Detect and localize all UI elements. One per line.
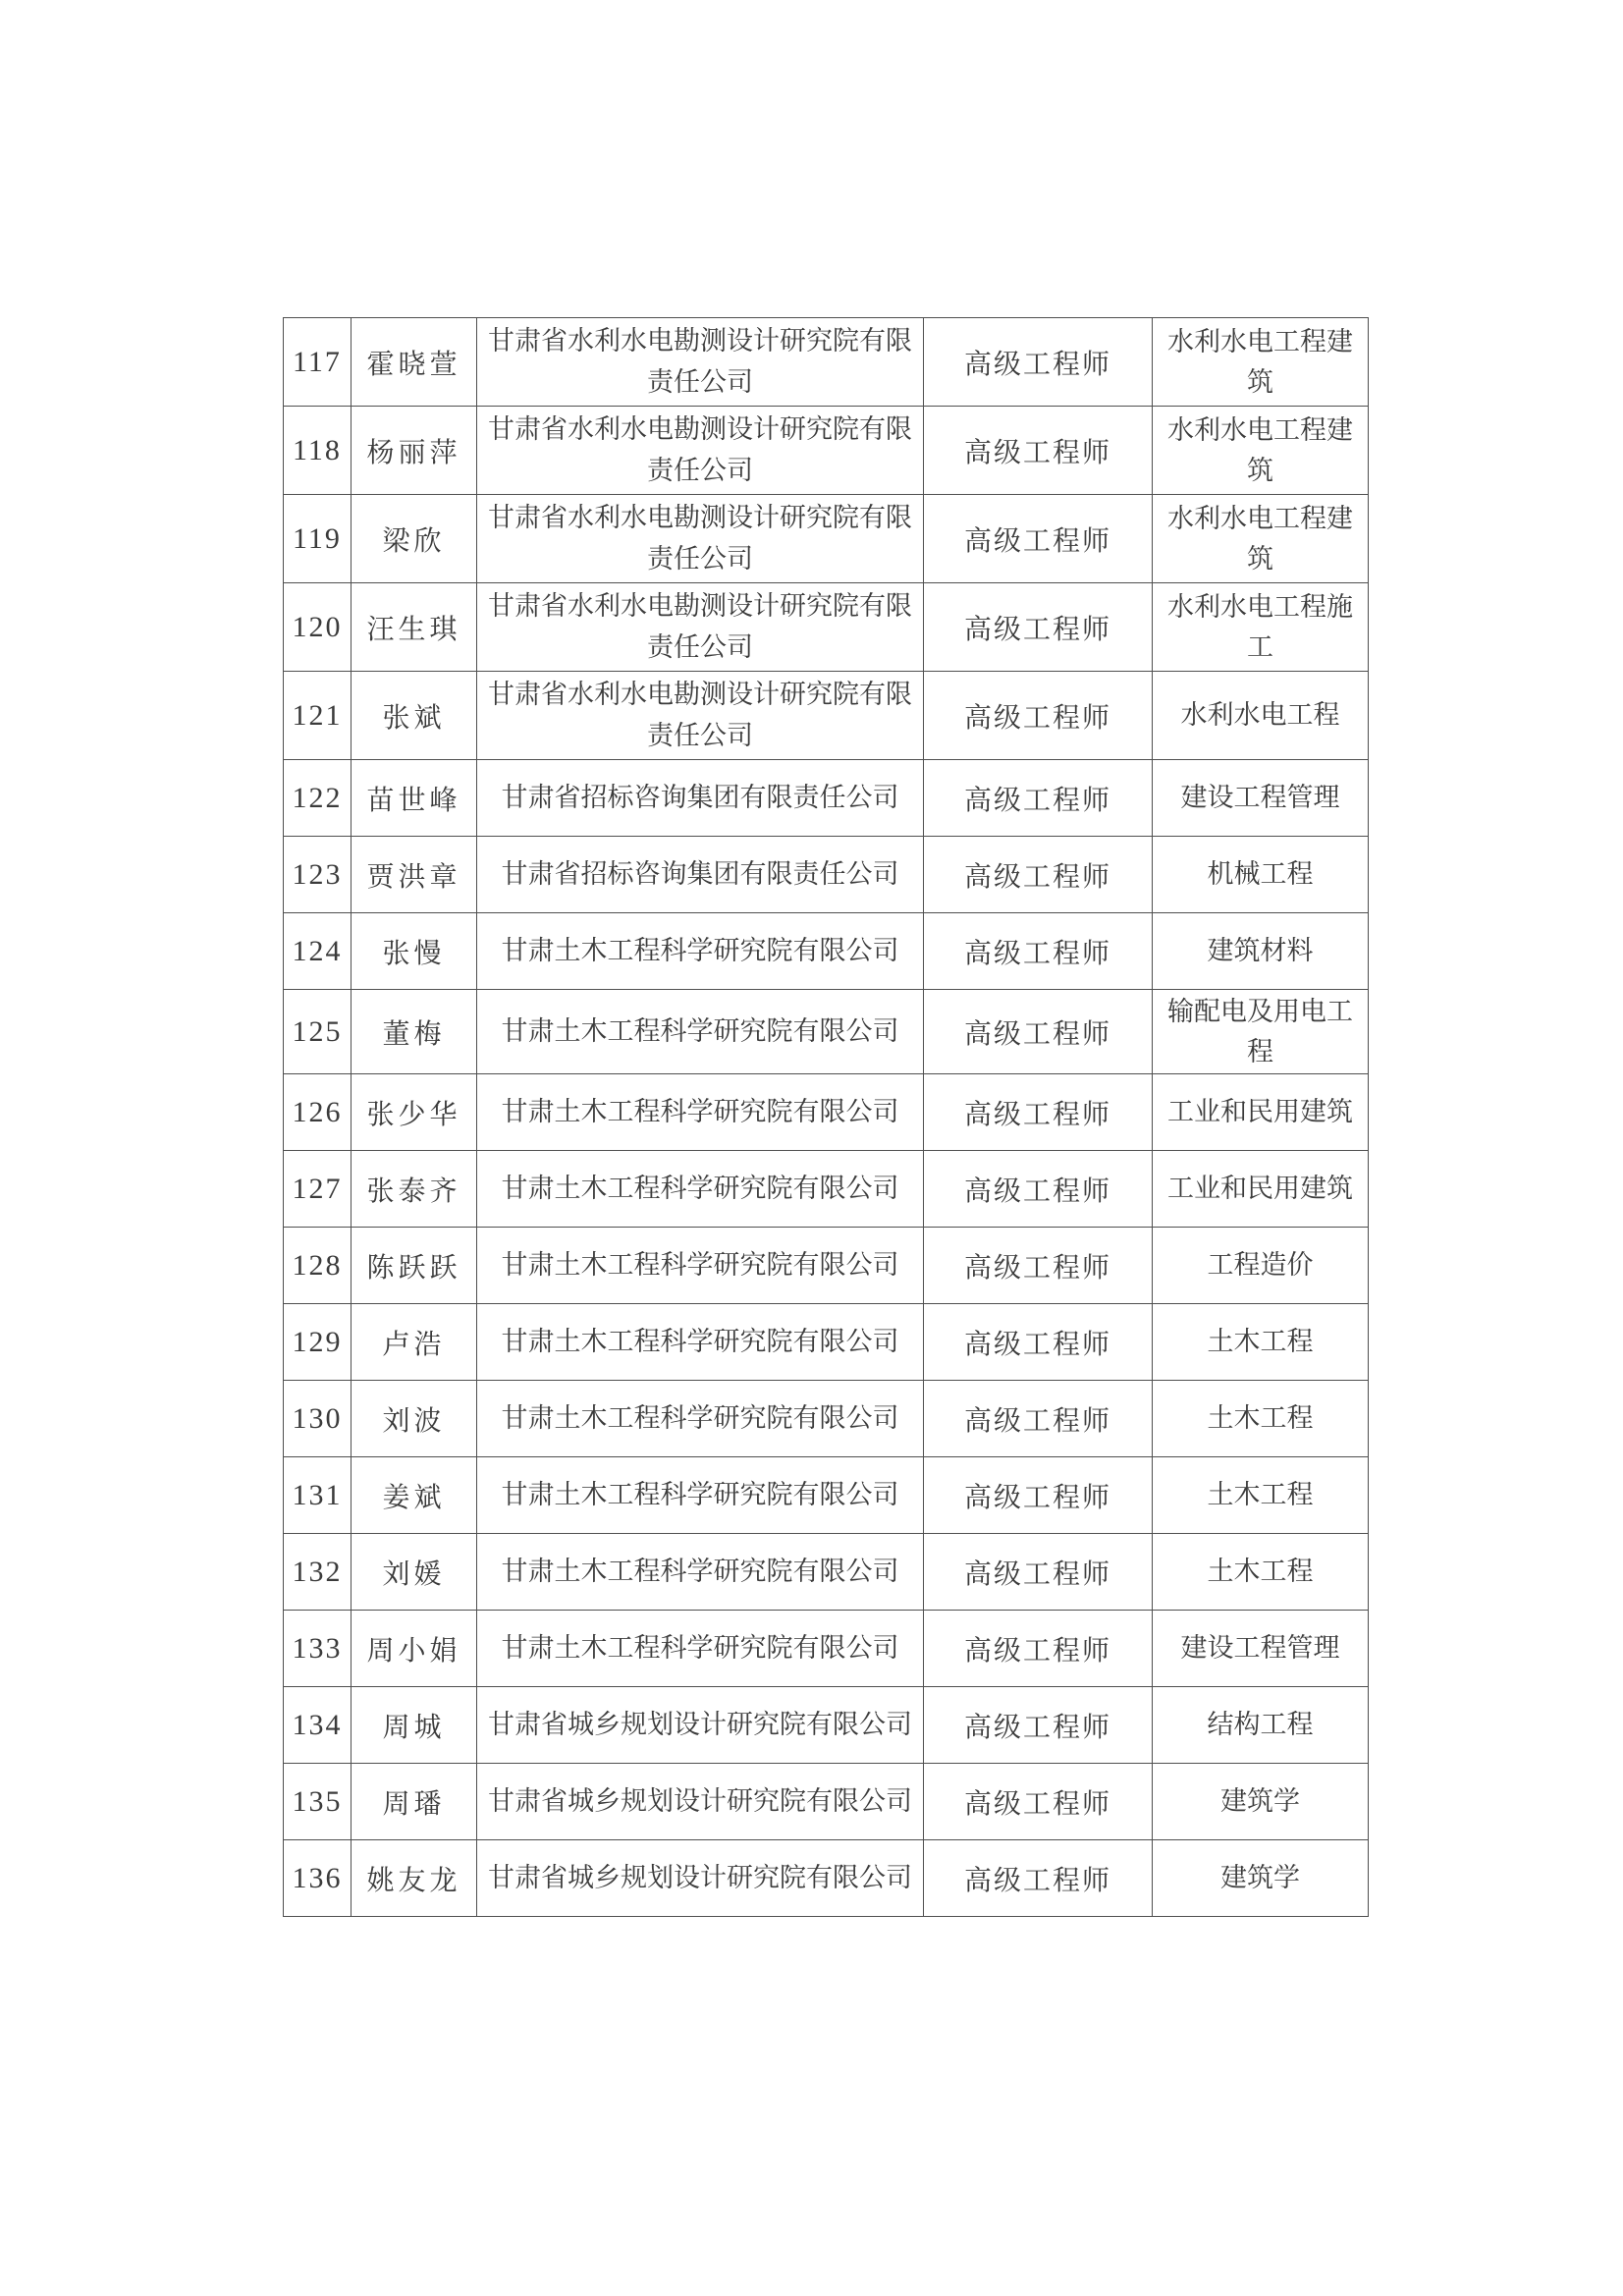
cell-specialty: 建设工程管理 (1153, 760, 1369, 837)
table-row (284, 760, 1369, 837)
table-row (284, 583, 1369, 672)
cell-company: 甘肃土木工程科学研究院有限公司 (477, 1228, 924, 1304)
cell-no: 135 (284, 1764, 352, 1840)
cell-name: 张少华 (352, 1074, 477, 1151)
cell-no: 117 (284, 318, 352, 407)
cell-name: 周城 (352, 1687, 477, 1764)
table-row (284, 1840, 1369, 1917)
cell-no: 133 (284, 1611, 352, 1687)
cell-no: 119 (284, 495, 352, 583)
cell-company: 甘肃土木工程科学研究院有限公司 (477, 913, 924, 990)
cell-title: 高级工程师 (924, 837, 1153, 913)
table-row (284, 1304, 1369, 1381)
cell-specialty: 土木工程 (1153, 1304, 1369, 1381)
cell-specialty: 输配电及用电工程 (1153, 990, 1369, 1074)
cell-company: 甘肃土木工程科学研究院有限公司 (477, 1381, 924, 1457)
cell-company: 甘肃省水利水电勘测设计研究院有限责任公司 (477, 495, 924, 583)
cell-specialty: 水利水电工程施工 (1153, 583, 1369, 672)
cell-company: 甘肃省水利水电勘测设计研究院有限责任公司 (477, 407, 924, 495)
table-row (284, 407, 1369, 495)
cell-specialty: 结构工程 (1153, 1687, 1369, 1764)
cell-name: 刘媛 (352, 1534, 477, 1611)
cell-title: 高级工程师 (924, 913, 1153, 990)
table-row (284, 1381, 1369, 1457)
cell-specialty: 工程造价 (1153, 1228, 1369, 1304)
cell-no: 118 (284, 407, 352, 495)
cell-title: 高级工程师 (924, 1611, 1153, 1687)
table-row (284, 672, 1369, 760)
cell-no: 124 (284, 913, 352, 990)
cell-company: 甘肃土木工程科学研究院有限公司 (477, 1304, 924, 1381)
cell-specialty: 水利水电工程 (1153, 672, 1369, 760)
cell-name: 汪生琪 (352, 583, 477, 672)
cell-no: 127 (284, 1151, 352, 1228)
cell-specialty: 土木工程 (1153, 1534, 1369, 1611)
cell-company: 甘肃土木工程科学研究院有限公司 (477, 1151, 924, 1228)
cell-name: 张慢 (352, 913, 477, 990)
cell-no: 130 (284, 1381, 352, 1457)
cell-name: 姜斌 (352, 1457, 477, 1534)
cell-name: 周小娟 (352, 1611, 477, 1687)
table-row (284, 837, 1369, 913)
cell-name: 张泰齐 (352, 1151, 477, 1228)
cell-specialty: 机械工程 (1153, 837, 1369, 913)
cell-title: 高级工程师 (924, 1074, 1153, 1151)
cell-company: 甘肃土木工程科学研究院有限公司 (477, 1457, 924, 1534)
cell-title: 高级工程师 (924, 1457, 1153, 1534)
cell-title: 高级工程师 (924, 583, 1153, 672)
cell-title: 高级工程师 (924, 1228, 1153, 1304)
cell-no: 126 (284, 1074, 352, 1151)
cell-company: 甘肃省城乡规划设计研究院有限公司 (477, 1687, 924, 1764)
cell-no: 134 (284, 1687, 352, 1764)
cell-specialty: 水利水电工程建筑 (1153, 495, 1369, 583)
table-row (284, 1228, 1369, 1304)
cell-title: 高级工程师 (924, 495, 1153, 583)
cell-name: 苗世峰 (352, 760, 477, 837)
cell-title: 高级工程师 (924, 1381, 1153, 1457)
cell-name: 陈跃跃 (352, 1228, 477, 1304)
cell-company: 甘肃土木工程科学研究院有限公司 (477, 1534, 924, 1611)
cell-company: 甘肃省城乡规划设计研究院有限公司 (477, 1840, 924, 1917)
table-row (284, 913, 1369, 990)
cell-company: 甘肃土木工程科学研究院有限公司 (477, 1611, 924, 1687)
cell-company: 甘肃土木工程科学研究院有限公司 (477, 1074, 924, 1151)
cell-title: 高级工程师 (924, 1764, 1153, 1840)
engineer-roster-table (283, 317, 1369, 1917)
cell-specialty: 建筑学 (1153, 1764, 1369, 1840)
cell-specialty: 土木工程 (1153, 1457, 1369, 1534)
cell-title: 高级工程师 (924, 1687, 1153, 1764)
cell-specialty: 建筑学 (1153, 1840, 1369, 1917)
table-row (284, 1457, 1369, 1534)
cell-specialty: 水利水电工程建筑 (1153, 407, 1369, 495)
cell-title: 高级工程师 (924, 407, 1153, 495)
cell-no: 132 (284, 1534, 352, 1611)
cell-title: 高级工程师 (924, 1151, 1153, 1228)
cell-company: 甘肃省水利水电勘测设计研究院有限责任公司 (477, 318, 924, 407)
table-row (284, 1074, 1369, 1151)
cell-specialty: 建筑材料 (1153, 913, 1369, 990)
cell-no: 123 (284, 837, 352, 913)
cell-title: 高级工程师 (924, 1534, 1153, 1611)
cell-no: 136 (284, 1840, 352, 1917)
cell-no: 120 (284, 583, 352, 672)
cell-company: 甘肃省水利水电勘测设计研究院有限责任公司 (477, 672, 924, 760)
table-row (284, 990, 1369, 1074)
cell-no: 122 (284, 760, 352, 837)
cell-name: 杨丽萍 (352, 407, 477, 495)
cell-no: 131 (284, 1457, 352, 1534)
cell-no: 121 (284, 672, 352, 760)
table-row (284, 1534, 1369, 1611)
cell-title: 高级工程师 (924, 1840, 1153, 1917)
cell-specialty: 建设工程管理 (1153, 1611, 1369, 1687)
cell-company: 甘肃省招标咨询集团有限责任公司 (477, 760, 924, 837)
cell-title: 高级工程师 (924, 760, 1153, 837)
engineer-roster-body (284, 318, 1369, 1917)
cell-name: 刘波 (352, 1381, 477, 1457)
cell-name: 董梅 (352, 990, 477, 1074)
cell-name: 张斌 (352, 672, 477, 760)
table-row (284, 1687, 1369, 1764)
cell-company: 甘肃省城乡规划设计研究院有限公司 (477, 1764, 924, 1840)
table-row (284, 1764, 1369, 1840)
cell-company: 甘肃省招标咨询集团有限责任公司 (477, 837, 924, 913)
table-row (284, 1151, 1369, 1228)
cell-title: 高级工程师 (924, 990, 1153, 1074)
cell-specialty: 工业和民用建筑 (1153, 1151, 1369, 1228)
cell-company: 甘肃省水利水电勘测设计研究院有限责任公司 (477, 583, 924, 672)
cell-specialty: 土木工程 (1153, 1381, 1369, 1457)
table-row (284, 318, 1369, 407)
cell-name: 霍晓萱 (352, 318, 477, 407)
cell-company: 甘肃土木工程科学研究院有限公司 (477, 990, 924, 1074)
cell-specialty: 水利水电工程建筑 (1153, 318, 1369, 407)
cell-title: 高级工程师 (924, 318, 1153, 407)
cell-title: 高级工程师 (924, 1304, 1153, 1381)
cell-name: 卢浩 (352, 1304, 477, 1381)
table-row (284, 495, 1369, 583)
table-row (284, 1611, 1369, 1687)
cell-name: 姚友龙 (352, 1840, 477, 1917)
cell-specialty: 工业和民用建筑 (1153, 1074, 1369, 1151)
cell-no: 128 (284, 1228, 352, 1304)
cell-title: 高级工程师 (924, 672, 1153, 760)
cell-name: 贾洪章 (352, 837, 477, 913)
cell-name: 周璠 (352, 1764, 477, 1840)
cell-name: 梁欣 (352, 495, 477, 583)
cell-no: 125 (284, 990, 352, 1074)
cell-no: 129 (284, 1304, 352, 1381)
